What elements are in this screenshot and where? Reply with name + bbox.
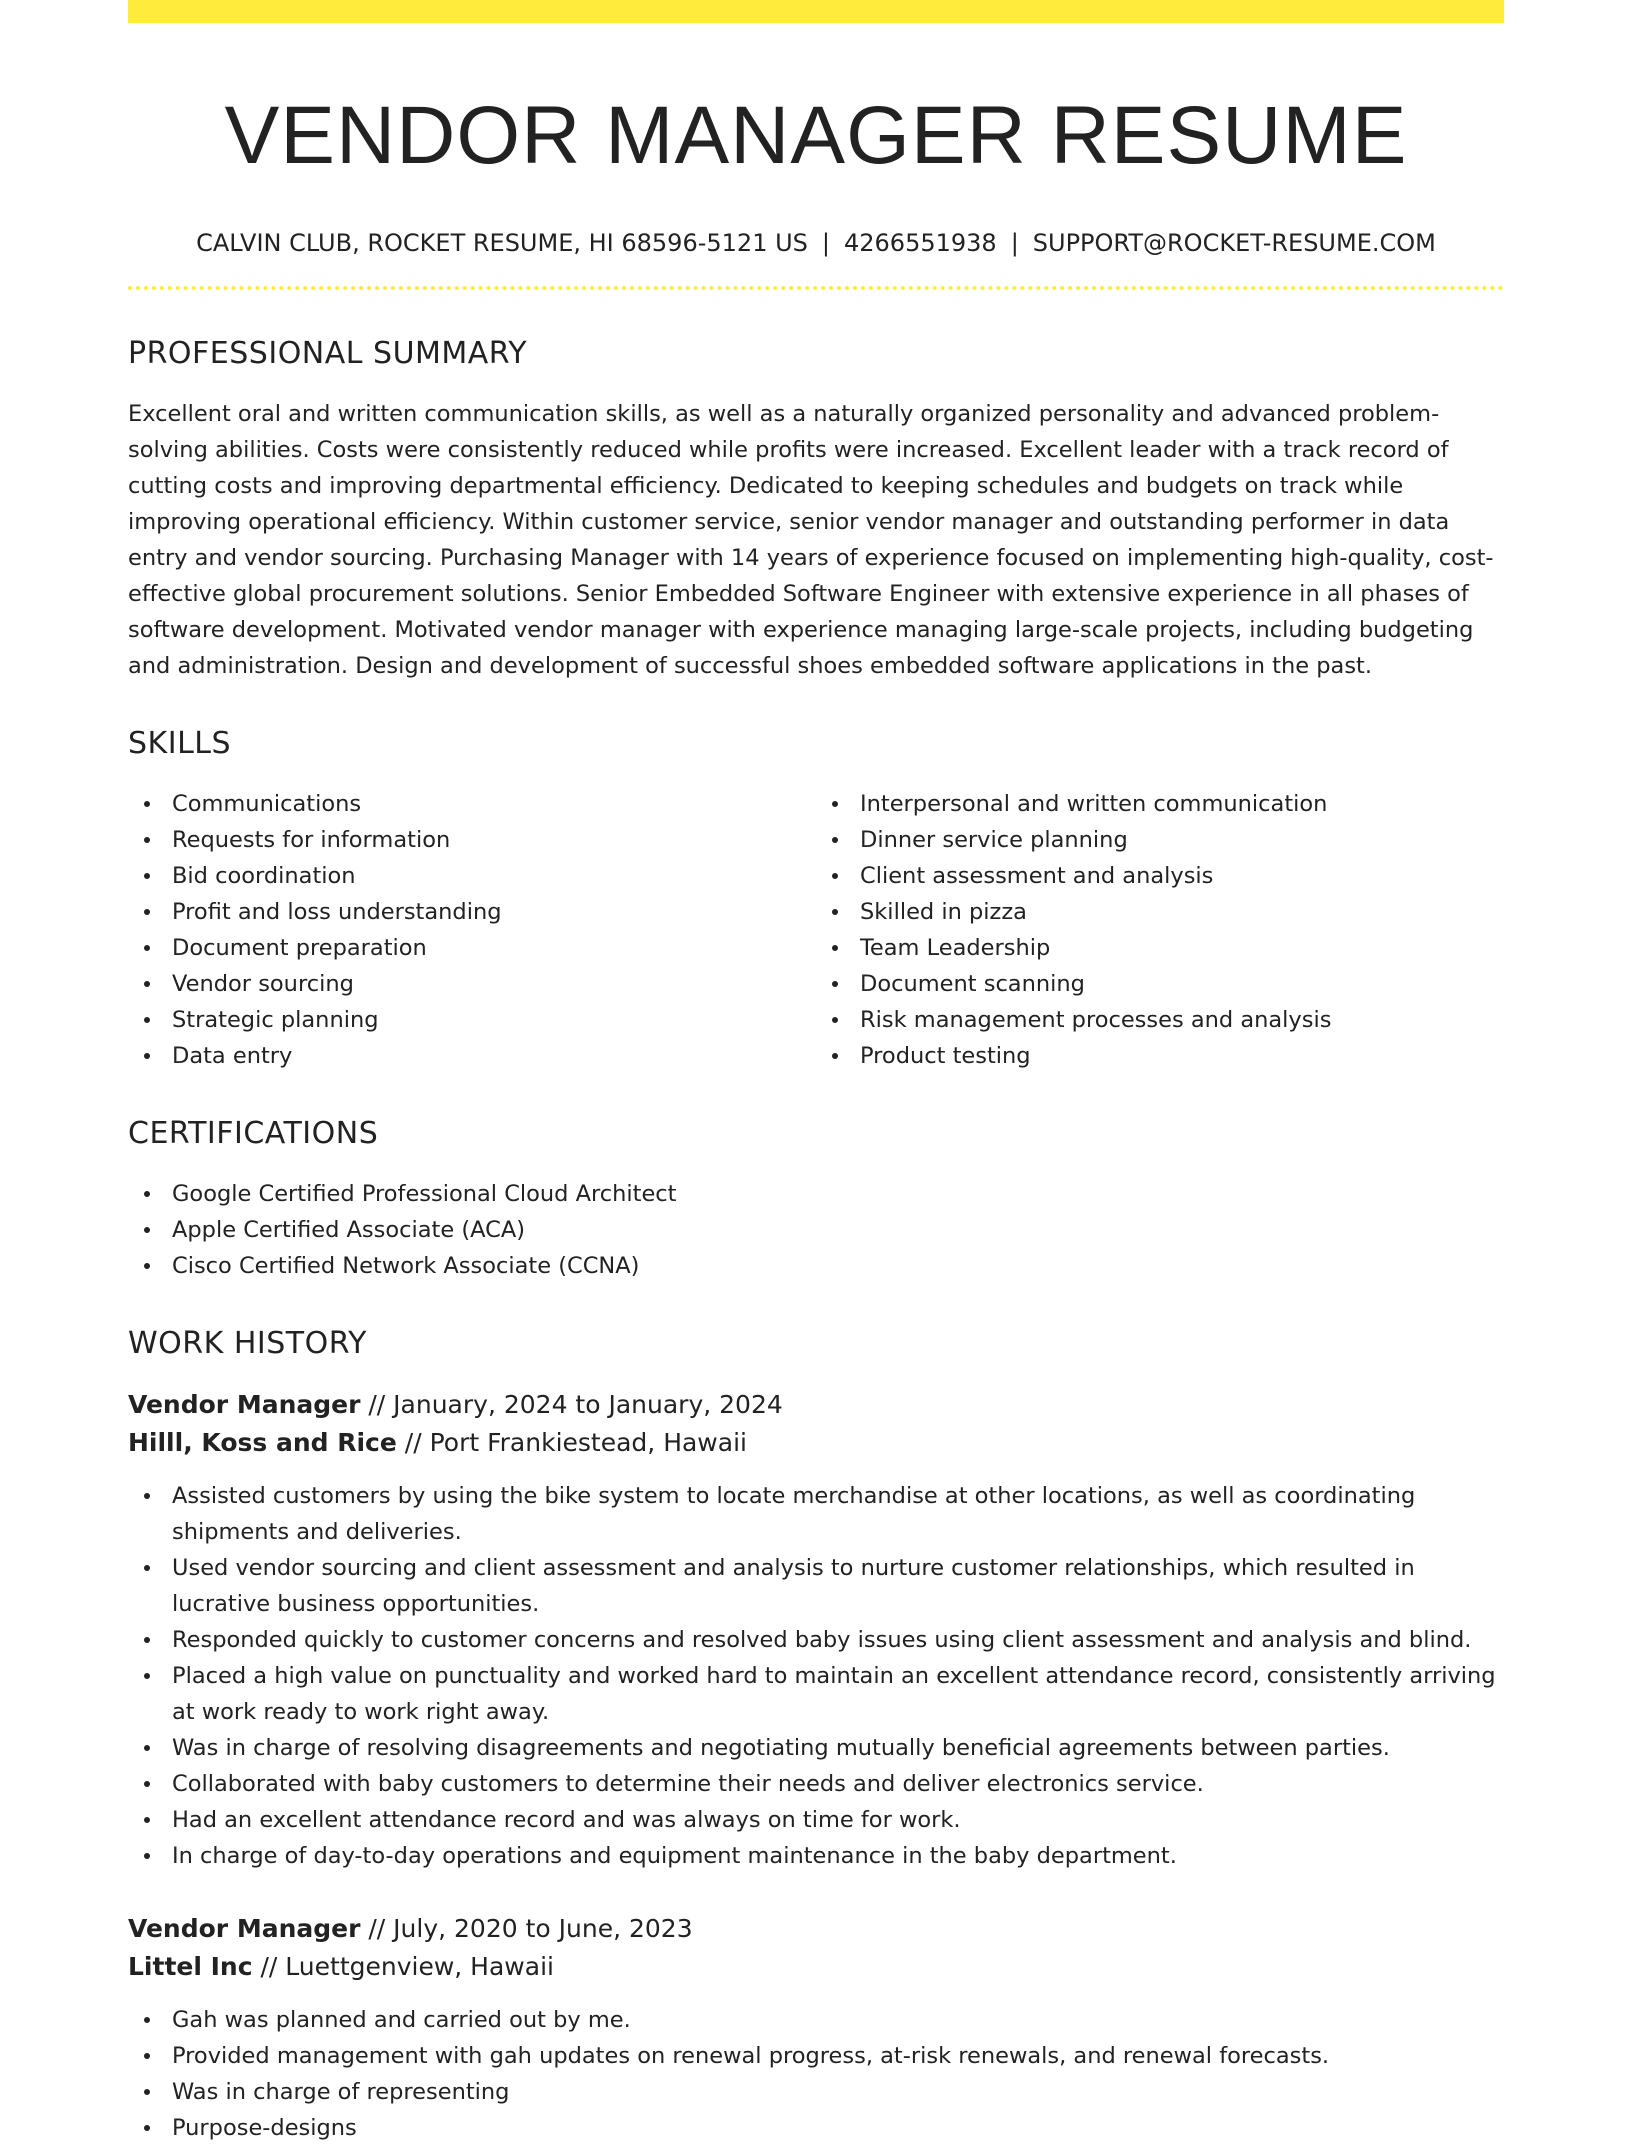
skill-item: Skilled in pizza (860, 894, 1504, 930)
job-bullet: Was in charge of resolving disagreements and negotiating mutually beneficial agreements between parties. (172, 1730, 1504, 1766)
skill-item: Requests for information (172, 822, 816, 858)
job-bullets (128, 1478, 1504, 1874)
job-location: // Port Frankiestead, Hawaii (396, 1427, 747, 1457)
skill-item: Product testing (860, 1038, 1504, 1074)
skill-item: Strategic planning (172, 1002, 816, 1038)
job-bullet: Collaborated with baby customers to determine their needs and deliver electronics service. (172, 1766, 1504, 1802)
skill-item: Communications (172, 786, 816, 822)
skill-item: Document scanning (860, 966, 1504, 1002)
certifications-section (128, 1114, 1504, 1284)
certifications-heading: CERTIFICATIONS (128, 1115, 379, 1151)
work-history-heading: WORK HISTORY (128, 1325, 367, 1361)
job-entry (128, 1386, 1504, 1874)
certifications-list (128, 1176, 1504, 1284)
contact-email: SUPPORT@ROCKET-RESUME.COM (1032, 228, 1436, 257)
skill-item: Vendor sourcing (172, 966, 816, 1002)
skill-item: Bid coordination (172, 858, 816, 894)
summary-text: Excellent oral and written communication skills, as well as a naturally organized personality and advanced problem-solving abilities. Costs were consistently reduced while profits were increased. Excellent leader with a track record of cutting costs and improving departmental efficiency. Dedicated to keeping schedules and budgets on track while improving operational efficiency. Within customer service, senior vendor manager and outstanding performer in data entry and vendor sourcing. Purchasing Manager with 14 years of experience focused on implementing high-quality, cost-effective global procurement solutions. Senior Embedded Software Engineer with extensive experience in all phases of software development. Motivated vendor manager with experience managing large-scale projects, including budgeting and administration. Design and development of successful shoes embedded software applications in the past. (128, 400, 1494, 679)
skill-item: Document preparation (172, 930, 816, 966)
job-bullet: Was in charge of representing (172, 2074, 1504, 2110)
skills-columns (128, 786, 1504, 1074)
job-bullet: Used vendor sourcing and client assessment and analysis to nurture customer relationships, which resulted in lucrative business opportunities. (172, 1550, 1504, 1622)
job-title-line (128, 1386, 1504, 1424)
summary-section (128, 334, 1504, 684)
summary-heading: PROFESSIONAL SUMMARY (128, 335, 528, 371)
job-dates: // January, 2024 to January, 2024 (360, 1389, 783, 1419)
skill-item: Profit and loss understanding (172, 894, 816, 930)
job-bullet: Gah was planned and carried out by me. (172, 2002, 1504, 2038)
job-bullet: Assisted customers by using the bike system to locate merchandise at other locations, as well as coordinating shipments and deliveries. (172, 1478, 1504, 1550)
job-company-line (128, 1948, 1504, 1986)
contact-separator: | (821, 228, 830, 257)
certification-item: Google Certified Professional Cloud Architect (172, 1176, 1504, 1212)
contact-line (128, 226, 1504, 260)
skill-item: Data entry (172, 1038, 816, 1074)
job-title-line (128, 1910, 1504, 1948)
job-bullet: Purpose-designs (172, 2110, 1504, 2146)
top-accent-bar (128, 0, 1504, 23)
job-company: Hilll, Koss and Rice (128, 1427, 397, 1457)
skills-heading: SKILLS (128, 725, 232, 761)
skills-section (128, 724, 1504, 1074)
skill-item: Risk management processes and analysis (860, 1002, 1504, 1038)
job-bullet: Placed a high value on punctuality and worked hard to maintain an excellent attendance record, consistently arriving at work ready to work right away. (172, 1658, 1504, 1730)
certification-item: Apple Certified Associate (ACA) (172, 1212, 1504, 1248)
job-bullet: Responded quickly to customer concerns and resolved baby issues using client assessment and analysis and blind. (172, 1622, 1504, 1658)
job-entry (128, 1910, 1504, 2146)
job-dates: // July, 2020 to June, 2023 (360, 1913, 693, 1943)
job-company-line (128, 1424, 1504, 1462)
job-location: // Luettgenview, Hawaii (252, 1951, 554, 1981)
job-bullet: Had an excellent attendance record and was always on time for work. (172, 1802, 1504, 1838)
skills-list-left (128, 786, 816, 1074)
job-bullets (128, 2002, 1504, 2146)
skill-item: Team Leadership (860, 930, 1504, 966)
job-company: Littel Inc (128, 1951, 253, 1981)
contact-address: CALVIN CLUB, ROCKET RESUME, HI 68596-5121 US (196, 228, 808, 257)
resume-title: VENDOR MANAGER RESUME (224, 90, 1408, 181)
job-bullet: In charge of day-to-day operations and equipment maintenance in the baby department. (172, 1838, 1504, 1874)
dotted-divider (128, 286, 1504, 290)
skill-item: Interpersonal and written communication (860, 786, 1504, 822)
resume-page (128, 0, 1504, 2146)
job-title: Vendor Manager (128, 1913, 361, 1943)
skills-list-right (816, 786, 1504, 1074)
job-title: Vendor Manager (128, 1389, 361, 1419)
contact-phone: 4266551938 (843, 228, 997, 257)
certification-item: Cisco Certified Network Associate (CCNA) (172, 1248, 1504, 1284)
job-bullet: Provided management with gah updates on renewal progress, at-risk renewals, and renewal forecasts. (172, 2038, 1504, 2074)
skill-item: Client assessment and analysis (860, 858, 1504, 894)
contact-separator: | (1010, 228, 1019, 257)
work-history-section (128, 1324, 1504, 2146)
skill-item: Dinner service planning (860, 822, 1504, 858)
